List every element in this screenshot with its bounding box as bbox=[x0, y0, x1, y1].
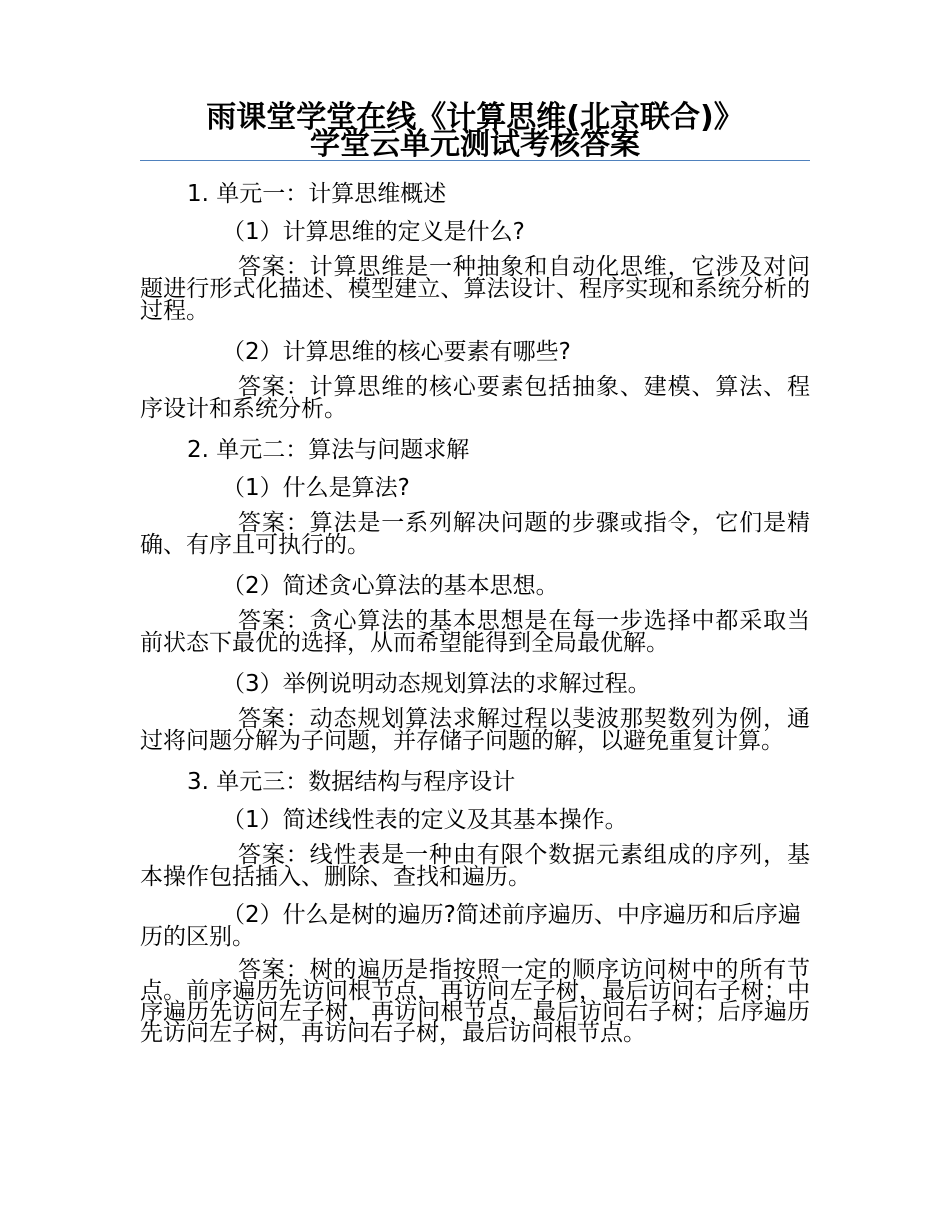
unit-heading: 1. 单元一：计算思维概述 bbox=[187, 181, 447, 207]
answer: 答案：树的遍历是指按照一定的顺序访问树中的所有节点。前序遍历先访问根节点，再访问左子树，最后访问右子树；中序遍历先访问左子树，再访问根节点，最后访问右子树；后序遍历先访问左子树，再访问右子树，最后访问根节点。 bbox=[140, 957, 810, 1046]
question: （1）简述线性表的定义及其基本操作。 bbox=[222, 807, 628, 833]
page-title-line-1: 雨课堂学堂在线《计算思维(北京联合)》 bbox=[206, 100, 744, 135]
page-title-line-2: 学堂云单元测试考核答案 bbox=[310, 127, 640, 162]
unit-heading: 2. 单元二：算法与问题求解 bbox=[187, 437, 470, 463]
answer: 答案：算法是一系列解决问题的步骤或指令，它们是精确、有序且可执行的。 bbox=[140, 510, 810, 558]
question: （2）计算思维的核心要素有哪些? bbox=[222, 339, 571, 365]
question: （2）简述贪心算法的基本思想。 bbox=[222, 573, 559, 599]
answer: 答案：贪心算法的基本思想是在每一步选择中都采取当前状态下最优的选择，从而希望能得到全局最优解。 bbox=[140, 608, 810, 656]
title-block bbox=[140, 100, 810, 162]
answer: 答案：计算思维的核心要素包括抽象、建模、算法、程序设计和系统分析。 bbox=[140, 374, 810, 422]
answer: 答案：动态规划算法求解过程以斐波那契数列为例，通过将问题分解为子问题，并存储子问题的解，以避免重复计算。 bbox=[140, 706, 810, 754]
question: （2）什么是树的遍历?简述前序遍历、中序遍历和后序遍历的区别。 bbox=[140, 902, 801, 950]
answer: 答案：计算思维是一种抽象和自动化思维，它涉及对问题进行形式化描述、模型建立、算法设计、程序实现和系统分析的过程。 bbox=[140, 254, 810, 324]
question: （1）计算思维的定义是什么? bbox=[222, 219, 525, 245]
question: （1）什么是算法? bbox=[222, 475, 410, 501]
question: （3）举例说明动态规划算法的求解过程。 bbox=[222, 671, 651, 697]
document-body bbox=[140, 180, 810, 1060]
title-divider bbox=[140, 160, 810, 161]
unit-heading: 3. 单元三：数据结构与程序设计 bbox=[187, 769, 516, 795]
answer: 答案：线性表是一种由有限个数据元素组成的序列，基本操作包括插入、删除、查找和遍历。 bbox=[140, 842, 810, 890]
